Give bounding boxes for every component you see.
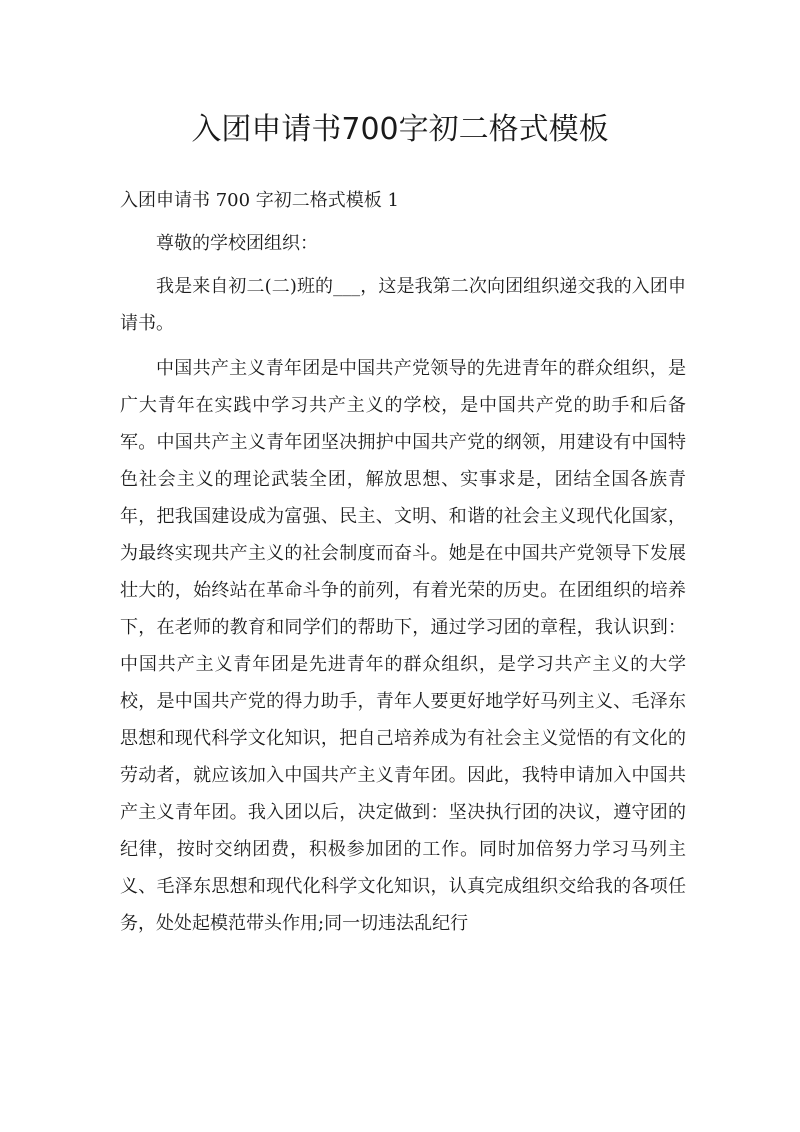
salutation-paragraph: 尊敬的学校团组织： — [156, 233, 318, 254]
document-subtitle: 入团申请书 700 字初二格式模板 1 — [120, 190, 399, 211]
intro-paragraph: 我是来自初二(二)班的___，这是我第二次向团组织递交我的入团申请书。 — [120, 276, 686, 334]
body-paragraph: 中国共产主义青年团是中国共产党领导的先进青年的群众组织，是广大青年在实践中学习共产主义的学校，是中国共产党的助手和后备军。中国共产主义青年团坚决拥护中国共产党的纲领，用建设有中国特色社会主义的理论武装全团，解放思想、实事求是，团结全国各族青年，把我国建设成为富强、民主、文明、和谐的社会主义现代化国家，为最终实现共产主义的社会制度而奋斗。她是在中国共产党领导下发展壮大的，始终站在革命斗争的前列，有着光荣的历史。在团组织的培养下，在老师的教育和同学们的帮助下，通过学习团的章程，我认识到：中国共产主义青年团是先进青年的群众组织，是学习共产主义的大学校，是中国共产党的得力助手，青年人要更好地学好马列主义、毛泽东思想和现代科学文化知识，把自己培养成为有社会主义觉悟的有文化的劳动者，就应该加入中国共产主义青年团。因此，我特申请加入中国共产主义青年团。我入团以后，决定做到：坚决执行团的决议，遵守团的纪律，按时交纳团费，积极参加团的工作。同时加倍努力学习马列主义、毛泽东思想和现代化科学文化知识，认真完成组织交给我的各项任务，处处起模范带头作用;同一切违法乱纪行 — [120, 358, 686, 934]
document-title: 入团申请书700字初二格式模板 — [191, 112, 609, 147]
